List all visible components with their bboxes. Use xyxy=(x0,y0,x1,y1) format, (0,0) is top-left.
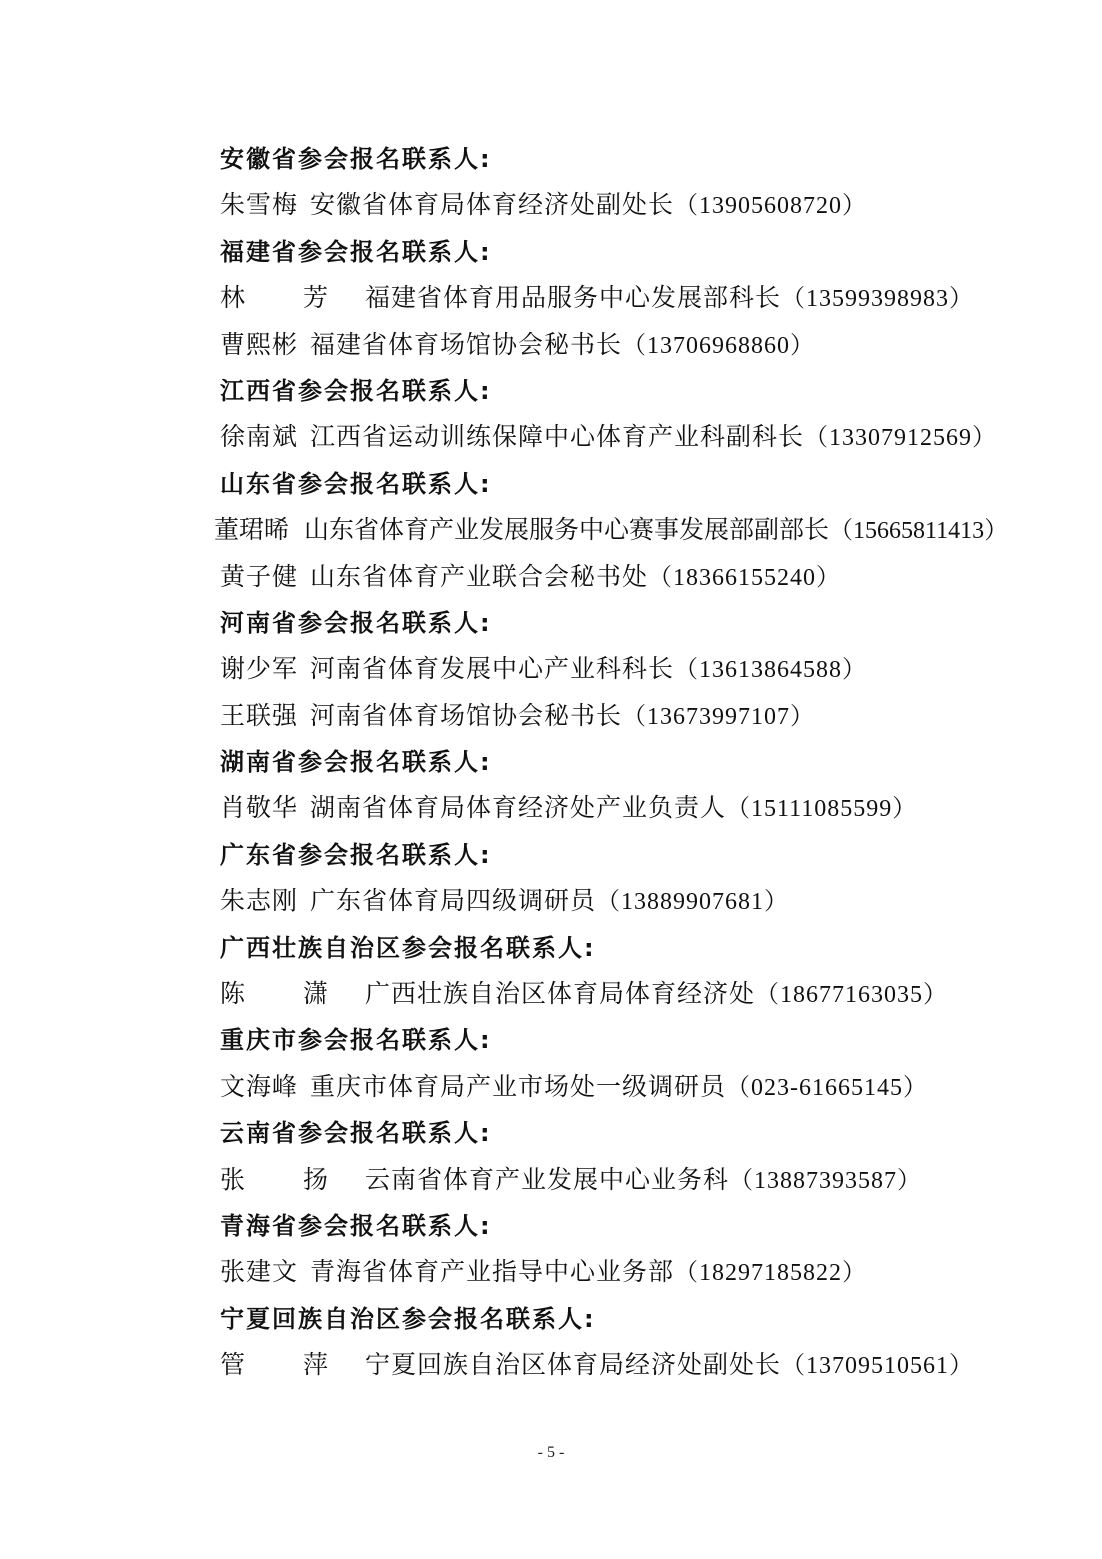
contact-row xyxy=(0,554,1102,600)
contact-name: 徐南斌 xyxy=(220,422,299,452)
contact-phone: （13709510561） xyxy=(780,1353,974,1380)
section-heading-guangxi: 广西壮族自治区参会报名联系人: xyxy=(220,933,596,962)
contact-phone: （18366155240） xyxy=(648,564,842,591)
contact-phone: （023-61665145） xyxy=(726,1074,929,1101)
contact-name: 管 萍 xyxy=(220,1350,353,1380)
section-heading-chongqing: 重庆市参会报名联系人: xyxy=(220,1026,492,1055)
section-heading-shandong: 山东省参会报名联系人: xyxy=(220,469,492,498)
contact-name: 董珺晞 xyxy=(214,515,290,545)
contact-row xyxy=(0,971,1102,1017)
contact-phone: （13889907681） xyxy=(596,889,790,916)
section-heading-guangdong: 广东省参会报名联系人: xyxy=(220,840,492,869)
contact-name: 黄子健 xyxy=(220,561,299,591)
contact-name: 肖敬华 xyxy=(220,793,299,823)
contact-name: 朱志刚 xyxy=(220,886,299,916)
contact-phone: （13706968860） xyxy=(622,332,816,359)
section-heading-jiangxi: 江西省参会报名联系人: xyxy=(220,376,492,405)
contact-title: 广西壮族自治区体育局体育经济处 xyxy=(364,979,755,1009)
contact-phone: （13599398983） xyxy=(780,286,974,313)
contact-title: 宁夏回族自治区体育局经济处副处长 xyxy=(364,1350,781,1380)
contact-phone: （18677163035） xyxy=(754,982,948,1009)
contact-title: 湖南省体育局体育经济处产业负责人 xyxy=(310,793,727,823)
contact-phone: （18297185822） xyxy=(674,1260,868,1287)
section-heading-henan: 河南省参会报名联系人: xyxy=(220,608,492,637)
page-number: - 5 - xyxy=(537,1444,565,1461)
contact-row xyxy=(0,785,1102,831)
contact-phone: （13613864588） xyxy=(674,657,868,684)
contact-title: 河南省体育发展中心产业科科长 xyxy=(310,654,675,684)
contact-row xyxy=(0,693,1102,739)
section-heading-ningxia: 宁夏回族自治区参会报名联系人: xyxy=(220,1304,596,1333)
contact-title: 安徽省体育局体育经济处副处长 xyxy=(310,190,675,220)
contact-title: 广东省体育局四级调研员 xyxy=(310,886,597,916)
contact-name: 朱雪梅 xyxy=(220,190,299,220)
section-heading-fujian: 福建省参会报名联系人: xyxy=(220,237,492,266)
contact-row xyxy=(0,1064,1102,1110)
contact-row xyxy=(0,414,1102,460)
contact-title: 青海省体育产业指导中心业务部 xyxy=(310,1257,675,1287)
contact-row xyxy=(0,1249,1102,1295)
contact-list xyxy=(0,136,1102,1389)
contact-name: 张 扬 xyxy=(220,1164,353,1194)
contact-title: 重庆市体育局产业市场处一级调研员 xyxy=(310,1071,727,1101)
contact-name: 谢少军 xyxy=(220,654,299,684)
contact-title: 山东省体育产业联合会秘书处 xyxy=(310,561,649,591)
contact-title: 云南省体育产业发展中心业务科 xyxy=(364,1164,729,1194)
section-heading-qinghai: 青海省参会报名联系人: xyxy=(220,1211,492,1240)
contact-row xyxy=(0,646,1102,692)
contact-row xyxy=(0,878,1102,924)
contact-title: 河南省体育场馆协会秘书长 xyxy=(310,700,623,730)
contact-title: 江西省运动训练保障中心体育产业科副科长 xyxy=(310,422,805,452)
contact-name: 曹熙彬 xyxy=(220,329,299,359)
contact-phone: （13673997107） xyxy=(622,703,816,730)
contact-name: 林 芳 xyxy=(220,283,353,313)
contact-phone: （13307912569） xyxy=(804,425,998,452)
contact-row xyxy=(0,1342,1102,1388)
section-heading-anhui: 安徽省参会报名联系人: xyxy=(220,145,492,173)
contact-name: 王联强 xyxy=(220,700,299,730)
contact-phone: （13887393587） xyxy=(728,1167,922,1194)
contact-title: 福建省体育场馆协会秘书长 xyxy=(310,329,623,359)
contact-row xyxy=(0,1157,1102,1203)
contact-title: 山东省体育产业发展服务中心赛事发展部副部长 xyxy=(304,515,830,545)
contact-name: 陈 潇 xyxy=(220,979,353,1009)
contact-name: 张建文 xyxy=(220,1257,299,1287)
contact-title: 福建省体育用品服务中心发展部科长 xyxy=(364,283,781,313)
contact-row xyxy=(0,322,1102,368)
contact-phone: （13905608720） xyxy=(674,193,868,220)
contact-row xyxy=(0,182,1102,228)
section-heading-yunnan: 云南省参会报名联系人: xyxy=(220,1119,492,1148)
contact-phone: （15665811413） xyxy=(829,518,1009,545)
contact-row xyxy=(0,275,1102,321)
contact-name: 文海峰 xyxy=(220,1071,299,1101)
section-heading-hunan: 湖南省参会报名联系人: xyxy=(220,748,492,777)
contact-row xyxy=(0,507,1102,553)
contact-phone: （15111085599） xyxy=(726,796,918,823)
